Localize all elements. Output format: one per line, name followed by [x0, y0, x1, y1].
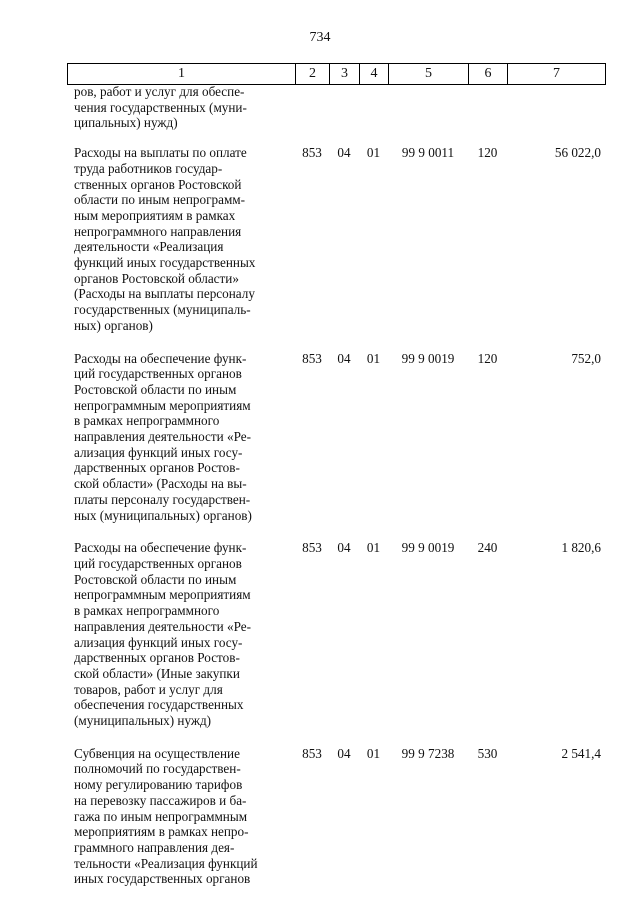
header-col-7: 7 [508, 64, 606, 85]
cell-subsection: 01 [366, 745, 381, 761]
cell-section: 04 [337, 350, 351, 366]
cell-target-code: 99 9 7238 [401, 745, 455, 761]
cell-subsection: 01 [366, 350, 381, 366]
table-row [67, 145, 605, 333]
cell-amount: 752,0 [571, 350, 601, 366]
table-row [67, 351, 605, 524]
cell-section: 04 [337, 145, 351, 161]
cell-admin-code: 853 [302, 745, 322, 761]
row-description: Расходы на выплаты по оплате труда работников государ- ственных органов Ростовской области по иным непрограмм- ным мероприятиям в рамках непрограммного направления деятельности «Реализация функций иных государственных органов Ростовской области» (Расходы на выплаты персоналу государственных (муниципаль- ных) органов) [74, 145, 256, 333]
cell-target-code: 99 9 0011 [401, 145, 455, 161]
header-row [68, 64, 606, 85]
table-body [67, 84, 605, 904]
row-description: Субвенция на осуществление полномочий по государствен- ному регулированию тарифов на перевозку пассажиров и ба- гажа по иным непрограммным мероприятиям в рамках непро- граммного направления дея- тельности «Реализация функций иных государственных органов [74, 745, 258, 887]
cell-target-code: 99 9 0019 [401, 540, 455, 556]
table-header [67, 63, 606, 85]
table-row [67, 746, 605, 887]
header-col-3: 3 [330, 64, 360, 85]
cell-subsection: 01 [366, 145, 381, 161]
row-description: ров, работ и услуг для обеспе- чения государственных (муни- ципальных) нужд) [74, 84, 247, 131]
cell-admin-code: 853 [302, 145, 322, 161]
table-row [67, 84, 605, 131]
cell-amount: 56 022,0 [554, 145, 601, 161]
table-row [67, 540, 605, 728]
row-description: Расходы на обеспечение функ- ций государственных органов Ростовской области по иным непрограммным мероприятиям в рамках непрограммного направления деятельности «Ре- ализация функций иных госу- дарственных органов Ростов- ской области» (Иные закупки товаров, работ и услуг для обеспечения государственных (муниципальных) нужд) [74, 540, 251, 729]
cell-section: 04 [337, 745, 351, 761]
header-col-5: 5 [389, 64, 469, 85]
cell-section: 04 [337, 540, 351, 556]
cell-expense-type: 120 [477, 145, 498, 161]
cell-subsection: 01 [366, 540, 381, 556]
header-col-4: 4 [360, 64, 389, 85]
cell-amount: 2 541,4 [561, 745, 601, 761]
row-description: Расходы на обеспечение функ- ций государственных органов Ростовской области по иным непрограммным мероприятиям в рамках непрограммного направления деятельности «Ре- ализация функций иных госу- дарственных органов Ростов- ской области» (Расходы на вы- платы персоналу государствен- ных (муниципальных) органов) [74, 350, 252, 523]
header-col-6: 6 [469, 64, 508, 85]
cell-admin-code: 853 [302, 540, 322, 556]
cell-amount: 1 820,6 [561, 540, 601, 556]
page-number: 734 [309, 30, 331, 45]
cell-expense-type: 240 [477, 540, 498, 556]
cell-target-code: 99 9 0019 [401, 350, 455, 366]
header-col-2: 2 [296, 64, 330, 85]
cell-expense-type: 120 [477, 350, 498, 366]
cell-expense-type: 530 [477, 745, 498, 761]
cell-admin-code: 853 [302, 350, 322, 366]
header-col-1: 1 [68, 64, 296, 85]
